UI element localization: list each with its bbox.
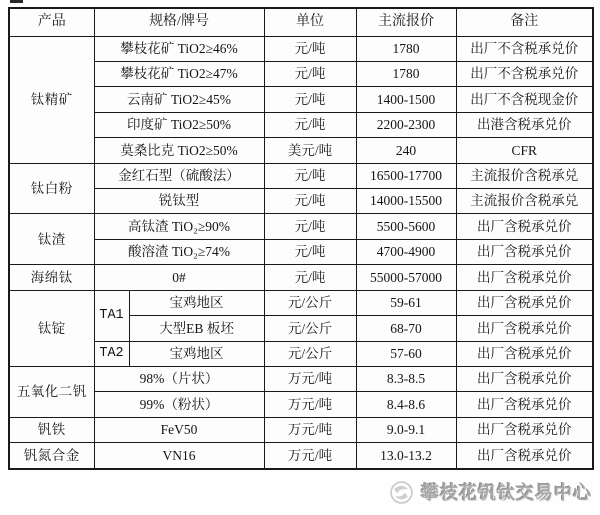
- note-cell: 出厂含税承兑价: [456, 290, 593, 315]
- price-cell: 1780: [356, 36, 456, 61]
- grade-cell: TA1: [94, 290, 129, 341]
- table-row: [9, 138, 593, 163]
- price-cell: 55000-57000: [356, 265, 456, 290]
- unit-cell: 元/公斤: [264, 341, 356, 366]
- header-row: [9, 8, 593, 36]
- note-cell: 出厂不含税现金价: [456, 87, 593, 112]
- unit-cell: 元/吨: [264, 87, 356, 112]
- unit-cell: 美元/吨: [264, 138, 356, 163]
- price-cell: 8.4-8.6: [356, 392, 456, 417]
- spec-cell: 印度矿 TiO2≥50%: [94, 112, 264, 137]
- table-row: [9, 443, 593, 469]
- note-cell: 出厂含税承兑价: [456, 316, 593, 341]
- watermark: [389, 479, 592, 505]
- unit-cell: 万元/吨: [264, 392, 356, 417]
- col-header-spec: 规格/牌号: [94, 8, 264, 36]
- col-header-price: 主流报价: [356, 8, 456, 36]
- price-cell: 57-60: [356, 341, 456, 366]
- unit-cell: 元/公斤: [264, 316, 356, 341]
- spec-cell: 0#: [94, 265, 264, 290]
- unit-cell: 元/吨: [264, 163, 356, 188]
- unit-cell: 元/吨: [264, 189, 356, 214]
- spec-cell: 宝鸡地区: [129, 341, 264, 366]
- spec-cell: 宝鸡地区: [129, 290, 264, 315]
- unit-cell: 元/吨: [264, 61, 356, 86]
- unit-cell: 万元/吨: [264, 417, 356, 442]
- note-cell: 出厂含税承兑价: [456, 392, 593, 417]
- note-cell: 主流报价含税承兑: [456, 163, 593, 188]
- product-cell: 海绵钛: [9, 265, 94, 290]
- watermark-text: 攀枝花钒钛交易中心: [421, 483, 592, 503]
- scan-artifact: [10, 0, 23, 3]
- table-row: [9, 61, 593, 86]
- price-cell: 59-61: [356, 290, 456, 315]
- table-row: [9, 392, 593, 417]
- table-row: [9, 163, 593, 188]
- table-row: [9, 112, 593, 137]
- spec-cell: 金红石型（硫酸法）: [94, 163, 264, 188]
- product-cell: 钛渣: [9, 214, 94, 265]
- price-table: [8, 7, 594, 470]
- price-cell: 4700-4900: [356, 239, 456, 264]
- spec-cell: 高钛渣 TiO₂≥90%: [94, 214, 264, 239]
- note-cell: 出厂含税承兑价: [456, 239, 593, 264]
- spec-cell: 酸溶渣 TiO₂≥74%: [94, 239, 264, 264]
- unit-cell: 元/吨: [264, 112, 356, 137]
- price-cell: 1780: [356, 61, 456, 86]
- spec-cell: 大型EB 板坯: [129, 316, 264, 341]
- product-cell: 五氧化二钒: [9, 366, 94, 417]
- product-cell: 钛锭: [9, 290, 94, 366]
- price-cell: 8.3-8.5: [356, 366, 456, 391]
- product-cell: 钒铁: [9, 417, 94, 442]
- price-cell: 5500-5600: [356, 214, 456, 239]
- table-row: [9, 366, 593, 391]
- note-cell: 出厂不含税承兑价: [456, 36, 593, 61]
- table-row: [9, 189, 593, 214]
- table-row: [9, 341, 593, 366]
- table-row: [9, 87, 593, 112]
- unit-cell: 元/吨: [264, 36, 356, 61]
- price-cell: 13.0-13.2: [356, 443, 456, 469]
- note-cell: 出厂不含税承兑价: [456, 61, 593, 86]
- price-cell: 16500-17700: [356, 163, 456, 188]
- note-cell: 出厂含税承兑价: [456, 366, 593, 391]
- unit-cell: 元/吨: [264, 214, 356, 239]
- unit-cell: 元/吨: [264, 265, 356, 290]
- unit-cell: 元/吨: [264, 239, 356, 264]
- product-cell: 钛白粉: [9, 163, 94, 214]
- product-cell: 钛精矿: [9, 36, 94, 163]
- col-header-product: 产品: [9, 8, 94, 36]
- col-header-note: 备注: [456, 8, 593, 36]
- table-row: [9, 214, 593, 239]
- unit-cell: 万元/吨: [264, 443, 356, 469]
- col-header-unit: 单位: [264, 8, 356, 36]
- table-row: [9, 239, 593, 264]
- note-cell: 出厂含税承兑价: [456, 265, 593, 290]
- table-row: [9, 417, 593, 442]
- note-cell: CFR: [456, 138, 593, 163]
- grade-cell: TA2: [94, 341, 129, 366]
- table-row: [9, 265, 593, 290]
- note-cell: 出厂含税承兑价: [456, 443, 593, 469]
- spec-cell: 云南矿 TiO2≥45%: [94, 87, 264, 112]
- note-cell: 主流报价含税承兑: [456, 189, 593, 214]
- table-row: [9, 36, 593, 61]
- note-cell: 出厂含税承兑价: [456, 417, 593, 442]
- spec-cell: 98%（片状）: [94, 366, 264, 391]
- price-cell: 68-70: [356, 316, 456, 341]
- spec-cell: 攀枝花矿 TiO2≥47%: [94, 61, 264, 86]
- product-cell: 钒氮合金: [9, 443, 94, 469]
- spec-cell: FeV50: [94, 417, 264, 442]
- spec-cell: 99%（粉状）: [94, 392, 264, 417]
- spec-cell: 攀枝花矿 TiO2≥46%: [94, 36, 264, 61]
- note-cell: 出港含税承兑价: [456, 112, 593, 137]
- price-cell: 2200-2300: [356, 112, 456, 137]
- unit-cell: 万元/吨: [264, 366, 356, 391]
- unit-cell: 元/公斤: [264, 290, 356, 315]
- note-cell: 出厂含税承兑价: [456, 341, 593, 366]
- table-row: [9, 290, 593, 315]
- price-cell: 240: [356, 138, 456, 163]
- spec-cell: VN16: [94, 443, 264, 469]
- spec-cell: 莫桑比克 TiO2≥50%: [94, 138, 264, 163]
- exchange-logo-icon: [389, 480, 414, 505]
- price-cell: 9.0-9.1: [356, 417, 456, 442]
- note-cell: 出厂含税承兑价: [456, 214, 593, 239]
- price-cell: 1400-1500: [356, 87, 456, 112]
- price-cell: 14000-15500: [356, 189, 456, 214]
- spec-cell: 锐钛型: [94, 189, 264, 214]
